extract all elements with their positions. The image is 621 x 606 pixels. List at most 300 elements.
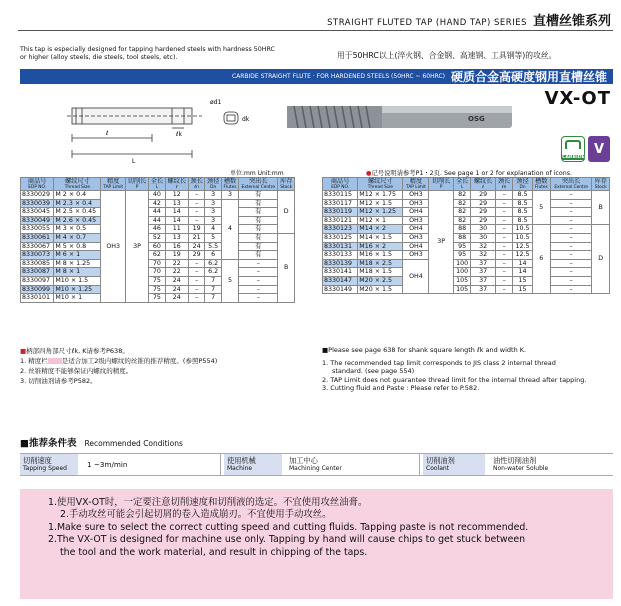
tap-limit-cell: OH3 [403, 216, 429, 225]
edp-cell: 8330121 [323, 216, 358, 225]
size-cell: M12 × 1.75 [358, 191, 403, 200]
neck-dia-cell: 8.5 [513, 199, 532, 208]
stock-cell: D [278, 191, 295, 234]
size-cell: M 2 × 0.4 [54, 191, 101, 200]
ext-centre-cell: – [550, 225, 592, 234]
thread-length-cell: 22 [165, 268, 188, 277]
length-cell: 42 [149, 199, 166, 208]
tap-drawing [62, 88, 522, 168]
col-flutes: 槽数 Flutes [532, 178, 550, 191]
neck-dia-cell: 14 [513, 259, 532, 268]
size-cell: M 5 × 0.8 [54, 242, 101, 251]
table-row [323, 225, 610, 234]
length-cell: 82 [453, 199, 470, 208]
neck-length-cell: – [495, 225, 512, 234]
label-l: ℓ [106, 130, 109, 137]
neck-length-cell: – [495, 285, 512, 294]
neck-length-cell: – [495, 216, 512, 225]
warning-en-2a: 2.The VX-OT is designed for machine use only. Tapping by hand will cause chips to get stuck between [48, 534, 526, 546]
neck-dia-cell: 4 [205, 225, 222, 234]
col-edp: 商品号 EDP NO. [21, 178, 54, 191]
length-cell: 88 [453, 225, 470, 234]
neck-length-cell: – [188, 285, 205, 294]
length-cell: 105 [453, 285, 470, 294]
header-divider [18, 30, 613, 31]
size-cell: M20 × 2.5 [358, 276, 403, 285]
speed-value: 1 ~3m/min [87, 460, 128, 469]
neck-length-cell: – [188, 294, 205, 303]
size-cell: M 2.6 × 0.45 [54, 216, 101, 225]
size-cell: M10 × 1.25 [54, 285, 101, 294]
ext-centre-cell: – [550, 259, 592, 268]
table-row [323, 208, 610, 217]
notes-chinese: ■柄部四角部尺寸ℓk, K请参考P638。 1. 精度栏 是适合加工2级内螺纹的丝锥的推荐精度。(参照P554) 2. 丝锥精度不能够保证内螺纹的精度。 3. 切削油剂请参考P582。 [20, 347, 218, 385]
tap-photo [287, 106, 512, 128]
length-cell: 82 [453, 191, 470, 200]
length-cell: 46 [149, 225, 166, 234]
thread-length-cell: 29 [471, 191, 496, 200]
edp-cell: 8330099 [21, 285, 54, 294]
thread-length-cell: 37 [471, 259, 496, 268]
table-row [21, 225, 295, 234]
label-lk: ℓk [176, 131, 182, 138]
col-tap: 精度 TAP Limit [101, 178, 126, 191]
size-cell: M16 × 1.5 [358, 251, 403, 260]
flutes-cell: 3 [221, 191, 238, 200]
conditions-table [20, 453, 613, 476]
tap-limit-cell: OH3 [403, 191, 429, 200]
thread-length-cell: 37 [471, 268, 496, 277]
thread-length-cell: 16 [165, 242, 188, 251]
thread-length-cell: 32 [471, 251, 496, 260]
length-cell: 60 [149, 242, 166, 251]
neck-length-cell: – [495, 199, 512, 208]
stock-cell: B [592, 191, 610, 225]
neck-dia-cell: 6.2 [205, 268, 222, 277]
edp-cell: 8330061 [21, 233, 54, 242]
neck-dia-cell: 7 [205, 285, 222, 294]
neck-length-cell: – [495, 276, 512, 285]
banner-cn: 硬质合金高硬度钢用直槽丝锥 [450, 70, 607, 84]
label-d1: ød1 [210, 99, 222, 106]
edp-cell: 8330133 [323, 251, 358, 260]
table-row [21, 199, 295, 208]
ext-centre-cell: 有 [239, 251, 278, 260]
ext-centre-cell: – [550, 233, 592, 242]
neck-length-cell: 19 [188, 225, 205, 234]
label-dk: dk [242, 116, 250, 123]
size-cell: M10 × 1 [54, 294, 101, 303]
neck-length-cell: – [188, 199, 205, 208]
tap-limit-cell: OH4 [403, 225, 429, 234]
thread-length-cell: 37 [471, 285, 496, 294]
size-cell: M12 × 1 [358, 216, 403, 225]
tap-limit-cell: OH4 [403, 242, 429, 251]
col-edp: 商品号 EDP NO. [323, 178, 358, 191]
table-row [21, 191, 295, 200]
length-cell: 100 [453, 259, 470, 268]
neck-length-cell: 21 [188, 233, 205, 242]
length-cell: 52 [149, 233, 166, 242]
length-cell: 70 [149, 259, 166, 268]
ext-centre-cell: – [550, 208, 592, 217]
table-row [21, 259, 295, 268]
note-cn-2: 2. 丝锥精度不能够保证内螺纹的精度。 [20, 367, 133, 375]
neck-length-cell: 29 [188, 251, 205, 260]
length-cell: 95 [453, 242, 470, 251]
table-row [323, 259, 610, 268]
edp-cell: 8330141 [323, 268, 358, 277]
chamfer-cell: 3P [429, 191, 454, 294]
unit-label: 单位:mm Unit:mm [230, 170, 284, 177]
neck-dia-cell: 8.5 [513, 191, 532, 200]
length-cell: 70 [149, 268, 166, 277]
length-cell: 44 [149, 208, 166, 217]
neck-length-cell: – [188, 208, 205, 217]
note-en-3: 3. Cutting fluid and Paste : Please refer to P.582. [322, 384, 480, 393]
intro-english [20, 46, 320, 62]
size-cell: M 8 × 1.25 [54, 259, 101, 268]
col-dn: 颈径 Dn [205, 178, 222, 191]
neck-length-cell: – [188, 259, 205, 268]
ext-centre-cell: 有 [239, 208, 278, 217]
table-row [21, 268, 295, 277]
series-title-cn: 直槽丝锥系列 [532, 14, 611, 29]
edp-cell: 8330045 [21, 208, 54, 217]
col-chamfer: 切削长 P [125, 178, 148, 191]
label-L: L [132, 158, 136, 165]
neck-length-cell: – [495, 242, 512, 251]
ext-centre-cell: – [239, 268, 278, 277]
neck-dia-cell: 5.5 [205, 242, 222, 251]
col-ext: 突出长 External Centre [239, 178, 278, 191]
length-cell: 75 [149, 294, 166, 303]
table-row [21, 216, 295, 225]
col-size: 螺纹尺寸 Thread Size [358, 178, 403, 191]
intro-en-line2: or higher (alloy steels, die steels, tool steels, etc). [20, 54, 178, 61]
col-chamfer: 切削长 P [429, 178, 454, 191]
neck-dia-cell: 14 [513, 268, 532, 277]
edp-cell: 8330117 [323, 199, 358, 208]
table-row [21, 208, 295, 217]
ext-centre-cell: 有 [239, 191, 278, 200]
thread-length-cell: 30 [471, 225, 496, 234]
icon-reference-note: ●记号说明请参考P1・2页. See page 1 or 2 for explanation of icons. [366, 170, 572, 177]
neck-dia-cell: 12.5 [513, 242, 532, 251]
banner-en: CARBIDE STRAIGHT FLUTE · FOR HARDENED STEELS (50HRC ~ 60HRC) [231, 73, 445, 80]
series-title-en: STRAIGHT FLUTED TAP (HAND TAP) SERIES [327, 18, 527, 28]
thread-length-cell: 32 [471, 242, 496, 251]
thread-length-cell: 13 [165, 233, 188, 242]
flutes-cell: 5 [221, 259, 238, 302]
series-header [327, 10, 611, 29]
neck-length-cell: – [495, 259, 512, 268]
edp-cell: 8330067 [21, 242, 54, 251]
size-cell: M20 × 1.5 [358, 285, 403, 294]
table-row [21, 285, 295, 294]
col-size: 螺纹尺寸 Thread Size [54, 178, 101, 191]
notes-english: ■Please see page 638 for shank square length ℓk and width K. 1. The recommended tap limit corresponds to JIS class 2 internal thread standard. (see page 554) 2. TAP Limit does not guarantee thread limit for the internal thread after tapping. 3. Cutting fluid and Paste : Please refer to P.582. [322, 346, 612, 393]
table-row [323, 276, 610, 285]
table-row [21, 294, 295, 303]
edp-cell: 8330055 [21, 225, 54, 234]
neck-dia-cell: 3 [205, 191, 222, 200]
size-cell: M 8 × 1 [54, 268, 101, 277]
table-row [21, 276, 295, 285]
neck-dia-cell: 3 [205, 208, 222, 217]
col-L: 全长 L [453, 178, 470, 191]
neck-dia-cell: 3 [205, 216, 222, 225]
length-cell: 40 [149, 191, 166, 200]
col-flutes: 槽数 Flutes [221, 178, 238, 191]
table-row [323, 233, 610, 242]
ext-centre-cell: 有 [239, 216, 278, 225]
col-ext: 突出长 External Centre [550, 178, 592, 191]
note-cn-1a: 1. 精度栏 [20, 357, 48, 365]
size-cell: M 4 × 0.7 [54, 233, 101, 242]
ext-centre-cell: – [550, 242, 592, 251]
col-tap: 精度 TAP Limit [403, 178, 429, 191]
neck-length-cell: – [188, 276, 205, 285]
note-cn-0: 柄部四角部尺寸ℓk, K请参考P638。 [26, 347, 129, 355]
note-en-2: 2. TAP Limit does not guarantee thread limit for the internal thread after tapping. [322, 375, 587, 384]
size-cell: M16 × 2 [358, 242, 403, 251]
tap-limit-cell: OH3 [101, 191, 126, 303]
tap-limit-cell: OH3 [403, 233, 429, 242]
warning-cn-1: 1.使用VX-OT时，一定要注意切削速度和切削液的选定。不宜使用攻丝油膏。 [48, 497, 368, 508]
neck-dia-cell: 6.2 [205, 259, 222, 268]
edp-cell: 8330119 [323, 208, 358, 217]
length-cell: 82 [453, 216, 470, 225]
table-row [323, 199, 610, 208]
ext-centre-cell: – [550, 268, 592, 277]
ext-centre-cell: 有 [239, 225, 278, 234]
note-cn-1b: 是适合加工2级内螺纹的丝锥的推荐精度。(参照P554) [61, 357, 218, 365]
col-dn: 颈径 Dn [513, 178, 532, 191]
neck-dia-cell: 15 [513, 285, 532, 294]
edp-cell: 8330073 [21, 251, 54, 260]
neck-length-cell: – [495, 268, 512, 277]
speed-label: 切削速度 Tapping Speed [20, 454, 78, 475]
length-cell: 62 [149, 251, 166, 260]
thread-length-cell: 24 [165, 276, 188, 285]
thread-length-cell: 14 [165, 208, 188, 217]
thread-length-cell: 13 [165, 199, 188, 208]
brand-mark: OSG [468, 115, 485, 123]
thread-length-cell: 14 [165, 216, 188, 225]
size-cell: M18 × 2.5 [358, 259, 403, 268]
note-en-1b: standard. (see page 554) [332, 367, 415, 376]
size-cell: M 2.5 × 0.45 [54, 208, 101, 217]
ext-centre-cell: – [550, 191, 592, 200]
size-cell: M12 × 1.25 [358, 208, 403, 217]
coolant-label: 切削油剂 Coolant [423, 454, 485, 475]
thread-length-cell: 29 [471, 208, 496, 217]
col-ln: 颈长 ℓn [495, 178, 512, 191]
col-l: 螺纹长 ℓ [165, 178, 188, 191]
thread-length-cell: 37 [471, 276, 496, 285]
coolant-value: 油性切削油剂 Non-water Soluble [493, 456, 549, 472]
machine-value: 加工中心 Machining Center [289, 456, 342, 472]
table-row [323, 216, 610, 225]
table-row [323, 268, 610, 277]
length-cell: 100 [453, 268, 470, 277]
thread-length-cell: 24 [165, 294, 188, 303]
tap-limit-cell: OH4 [403, 259, 429, 293]
recommended-title-en: Recommended Conditions [84, 439, 183, 448]
machine-label: 使用机械 Machine [224, 454, 282, 475]
neck-dia-cell: 15 [513, 276, 532, 285]
warning-en-1: 1.Make sure to select the correct cutting speed and cutting fluids. Tapping paste is not recommended. [48, 521, 529, 533]
col-stock: 库存 Stock [592, 178, 610, 191]
neck-dia-cell: 6 [205, 251, 222, 260]
thread-length-cell: 30 [471, 233, 496, 242]
neck-dia-cell: 12.5 [513, 251, 532, 260]
recommended-title: ■推荐条件表 Recommended Conditions [20, 438, 183, 449]
tap-limit-cell: OH4 [403, 208, 429, 217]
carbide-badge [561, 136, 585, 162]
edp-cell: 8330097 [21, 276, 54, 285]
ext-centre-cell: – [550, 251, 592, 260]
size-cell: M12 × 1.5 [358, 199, 403, 208]
neck-dia-cell: 7 [205, 294, 222, 303]
neck-length-cell: – [188, 268, 205, 277]
v-coating-badge: V [588, 136, 610, 162]
size-cell: M10 × 1.5 [54, 276, 101, 285]
table-row [323, 251, 610, 260]
table-row [323, 285, 610, 294]
edp-cell: 8330115 [323, 191, 358, 200]
ext-centre-cell: 有 [239, 199, 278, 208]
ext-centre-cell: – [550, 216, 592, 225]
pink-swatch [48, 358, 62, 364]
neck-dia-cell: 8.5 [513, 208, 532, 217]
warning-cn-2: 2.手动攻丝可能会引起切屑的卷入造成崩刃。不宜使用手动攻丝。 [60, 509, 332, 521]
thread-length-cell: 11 [165, 225, 188, 234]
thread-length-cell: 29 [471, 216, 496, 225]
edp-cell: 8330123 [323, 225, 358, 234]
model-name: VX-OT [544, 88, 611, 109]
usage-warning [20, 489, 613, 599]
ext-centre-cell: – [550, 285, 592, 294]
neck-length-cell: 24 [188, 242, 205, 251]
neck-dia-cell: 8.5 [513, 216, 532, 225]
size-cell: M 2.3 × 0.4 [54, 199, 101, 208]
spec-table-left [20, 177, 295, 303]
table-row [21, 251, 295, 260]
size-cell: M14 × 1.5 [358, 233, 403, 242]
edp-cell: 8330149 [323, 285, 358, 294]
ext-centre-cell: – [239, 276, 278, 285]
length-cell: 44 [149, 216, 166, 225]
length-cell: 105 [453, 276, 470, 285]
table-row [21, 233, 295, 242]
flutes-cell: 5 [532, 191, 550, 225]
length-cell: 88 [453, 233, 470, 242]
note-cn-3: 3. 切削油剂请参考P582。 [20, 377, 97, 385]
length-cell: 75 [149, 285, 166, 294]
neck-dia-cell: 5 [205, 233, 222, 242]
col-L: 全长 L [149, 178, 166, 191]
recommended-title-cn: 推荐条件表 [28, 438, 77, 449]
tap-limit-cell: OH3 [403, 251, 429, 260]
length-cell: 95 [453, 251, 470, 260]
note-en-1a: 1. The recommended tap limit corresponds to JIS class 2 internal thread [322, 358, 556, 367]
ext-centre-cell: – [239, 294, 278, 303]
edp-cell: 8330029 [21, 191, 54, 200]
ext-centre-cell: – [550, 276, 592, 285]
thread-length-cell: 29 [471, 199, 496, 208]
carbide-badge-text: CARBIDE [562, 155, 585, 160]
col-l: 螺纹长 ℓ [471, 178, 496, 191]
col-ln: 颈长 ℓn [188, 178, 205, 191]
chamfer-cell: 3P [125, 191, 148, 303]
stock-cell: B [278, 233, 295, 302]
neck-length-cell: – [495, 191, 512, 200]
thread-length-cell: 24 [165, 285, 188, 294]
neck-dia-cell: 10.5 [513, 233, 532, 242]
warning-en-2b: the tool and the work material, and result in chipping of the taps. [60, 546, 368, 558]
spec-table-right [322, 177, 610, 294]
edp-cell: 8330087 [21, 268, 54, 277]
tap-limit-cell: OH3 [403, 199, 429, 208]
product-banner [20, 69, 613, 84]
ext-centre-cell: – [550, 199, 592, 208]
size-cell: M 6 × 1 [54, 251, 101, 260]
size-cell: M14 × 2 [358, 225, 403, 234]
table-row [21, 242, 295, 251]
stock-cell: D [592, 225, 610, 294]
edp-cell: 8330125 [323, 233, 358, 242]
neck-length-cell: – [188, 216, 205, 225]
edp-cell: 8330039 [21, 199, 54, 208]
ext-centre-cell: – [239, 285, 278, 294]
neck-length-cell: – [495, 208, 512, 217]
icon-reference-text: 记号说明请参考P1・2页. See page 1 or 2 for explanation of icons. [371, 170, 572, 177]
edp-cell: 8330101 [21, 294, 54, 303]
intro-en-line1: This tap is especially designed for tapping hardened steels with hardness 50HRC [20, 46, 275, 53]
edp-cell: 8330139 [323, 259, 358, 268]
thread-length-cell: 12 [165, 191, 188, 200]
edp-cell: 8330147 [323, 276, 358, 285]
col-stock: 库存 Stock [278, 178, 295, 191]
size-cell: M 3 × 0.5 [54, 225, 101, 234]
neck-length-cell: – [495, 233, 512, 242]
edp-cell: 8330131 [323, 242, 358, 251]
table-row [323, 242, 610, 251]
neck-length-cell: – [495, 251, 512, 260]
intro-chinese: 用于50HRC以上(淬火钢、合金钢、高速钢、工具钢等)的攻丝。 [337, 51, 557, 60]
neck-dia-cell: 7 [205, 276, 222, 285]
neck-dia-cell: 10.5 [513, 225, 532, 234]
table-row [323, 191, 610, 200]
thread-length-cell: 22 [165, 259, 188, 268]
flutes-cell: 4 [221, 199, 238, 259]
flutes-cell: 6 [532, 225, 550, 294]
length-cell: 82 [453, 208, 470, 217]
ext-centre-cell: – [239, 259, 278, 268]
neck-dia-cell: 3 [205, 199, 222, 208]
neck-length-cell: – [188, 191, 205, 200]
size-cell: M18 × 1.5 [358, 268, 403, 277]
note-en-0: Please see page 638 for shank square length ℓk and width K. [328, 346, 527, 354]
edp-cell: 8330085 [21, 259, 54, 268]
ext-centre-cell: 有 [239, 242, 278, 251]
thread-length-cell: 19 [165, 251, 188, 260]
ext-centre-cell: 有 [239, 233, 278, 242]
edp-cell: 8330049 [21, 216, 54, 225]
length-cell: 75 [149, 276, 166, 285]
